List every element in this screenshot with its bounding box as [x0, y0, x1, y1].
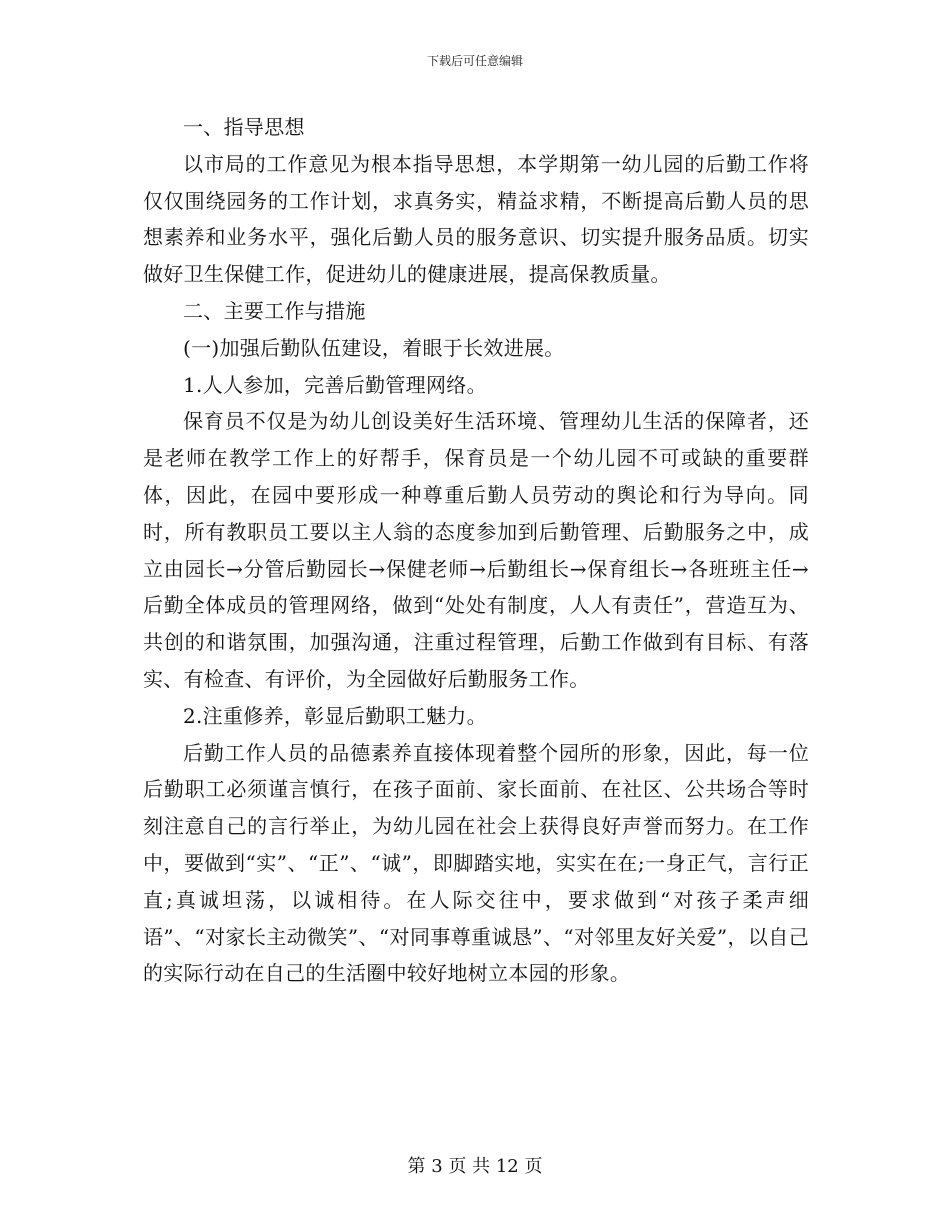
page-footer: 第 3 页 共 12 页 — [407, 1156, 543, 1177]
item-heading-cultivation: 2.注重修养，彰显后勤职工魅力。 — [183, 703, 487, 728]
paragraph-guiding-ideology: 以市局的工作意见为根本指导思想，本学期第一幼儿园的后勤工作将仅仅围绕园务的工作计划，求真务实，精益求精，不断提高后勤人员的思想素养和业务水平，强化后勤人员的服务意识、切实提升服务品质。切实做好卫生保健工作，促进幼儿的健康进展，提高保教质量。 — [143, 151, 809, 287]
item-heading-management-network: 1.人人参加，完善后勤管理网络。 — [183, 372, 487, 397]
paragraph-cultivation: 后勤工作人员的品德素养直接体现着整个园所的形象，因此，每一位后勤职工必须谨言慎行，在孩子面前、家长面前、在社区、公共场合等时刻注意自己的言行举止，为幼儿园在社会上获得良好声誉而努力。在工作中，要做到“实”、“正”、“诚”，即脚踏实地，实实在在;一身正气，言行正直;真诚坦荡，以诚相待。在人际交往中，要求做到“对孩子柔声细语”、“对家长主动微笑”、“对同事尊重诚恳”、“对邻里友好关爱”，以自己的实际行动在自己的生活圈中较好地树立本园的形象。 — [143, 740, 809, 986]
subheading-team-building: (一)加强后勤队伍建设，着眼于长效进展。 — [183, 335, 565, 360]
document-body — [143, 109, 809, 992]
page-header: 下载后可任意编辑 — [426, 54, 523, 68]
paragraph-management-network: 保育员不仅是为幼儿创设美好生活环境、管理幼儿生活的保障者，还是老师在教学工作上的好帮手，保育员是一个幼儿园不可或缺的重要群体，因此，在园中要形成一种尊重后勤人员劳动的舆论和行为导向。同时，所有教职员工要以主人翁的态度参加到后勤管理、后勤服务之中，成立由园长→分管后勤园长→保健老师→后勤组长→保育组长→各班班主任→后勤全体成员的管理网络，做到“处处有制度，人人有责任”，营造互为、共创的和谐氛围，加强沟通，注重过程管理，后勤工作做到有目标、有落实、有检查、有评价，为全园做好后勤服务工作。 — [143, 409, 809, 691]
section-heading-main-work: 二、主要工作与措施 — [183, 298, 366, 323]
section-heading-guiding-ideology: 一、指导思想 — [183, 115, 305, 139]
